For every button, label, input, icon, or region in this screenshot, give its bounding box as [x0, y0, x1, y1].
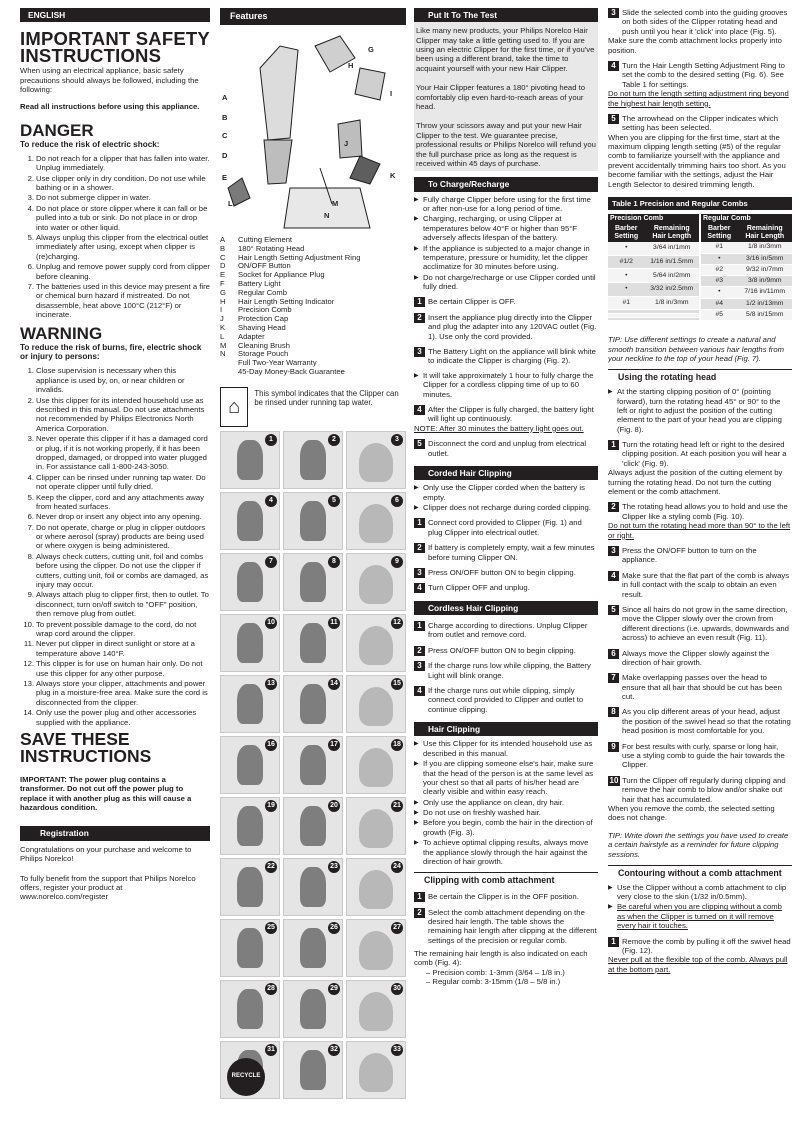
regular-comb-table: [701, 214, 792, 321]
safety-title: IMPORTANT SAFETY INSTRUCTIONS: [20, 28, 210, 67]
figure-illustration: [237, 440, 263, 480]
figure-number: 33: [391, 1044, 403, 1056]
corded-bullet: ▶ Clipper does not recharge during corded clipping.: [414, 503, 598, 512]
regular-setting-cell: #1: [701, 242, 738, 253]
figure-illustration: [300, 684, 326, 724]
parts-list: [220, 236, 406, 377]
table-row: [608, 283, 699, 297]
svg-text:C: C: [222, 130, 228, 140]
warning-heading: WARNING: [20, 324, 103, 344]
figure-number: 1: [265, 434, 277, 446]
precision-length-cell: 3/32 in/2.5mm: [645, 283, 699, 297]
comb-step-2: 2 Select the comb attachment depending on the desired hair length. The table shows the remaining hair length after clipping at the different settings of the precision or regular comb.: [414, 908, 598, 946]
figure-illustration: [300, 989, 326, 1029]
figure-25: [220, 919, 280, 977]
figure-number: 15: [391, 678, 403, 690]
hair-bullets: [414, 739, 598, 866]
first-time-note: When you are clipping for the first time, start at the maximum clipping length setting (#5) of the regular comb to familiarize yourself with the appliance and prevent accidentally trimming hairs too short. As you become familiar with the settings, adjust the Hair Length Selector to desired trimming length.: [608, 132, 786, 189]
figure-7: [220, 553, 280, 611]
svg-text:J: J: [344, 138, 349, 148]
svg-text:L: L: [228, 198, 233, 208]
figure-illustration: [359, 626, 394, 665]
figure-illustration: [237, 989, 263, 1029]
figure-8: [283, 553, 343, 611]
rotate-step-1: 1 Turn the rotating head left or right to the desired clipping position. At each position you will hear a 'click' (Fig. 9).: [608, 440, 792, 468]
svg-text:M: M: [332, 198, 339, 208]
figure-number: 31: [265, 1044, 277, 1056]
cordless-step-4: 4 If the charge runs out while clipping, simply connect cord provided to Clipper and outlet to continue clipping.: [414, 686, 598, 714]
figure-31: [220, 1041, 280, 1099]
comb-attachment-heading: Clipping with comb attachment: [414, 872, 598, 886]
test-para-3: Throw your scissors away and put your new Hair Clipper to the test. We guarantee precise, professional results or Philips Norelco will refund you the full purchase price as long as the request is received within 45 days of purchase.: [416, 121, 596, 168]
figure-illustration: [237, 501, 263, 541]
precision-length-col: Remaining Hair Length: [645, 224, 699, 242]
figure-number: 7: [265, 556, 277, 568]
figure-number: 11: [328, 617, 340, 629]
regular-setting-cell: #5: [701, 309, 738, 320]
danger-item: 6. Unplug and remove power supply cord from clipper before cleaning.: [27, 262, 210, 281]
comb-step-3: 3 Slide the selected comb into the guiding grooves on both sides of the Clipper rotating head and push until you hear it 'click' into place (Fig. 5).: [608, 8, 792, 36]
regular-length-cell: 1/2 in/13mm: [738, 298, 792, 309]
warning-item: 11. Never put clipper in direct sunlight or store at a temperature above 140°F.: [23, 639, 195, 658]
hair-bullet: ▶ Use this Clipper for its intended household use as described in this manual.: [414, 739, 598, 758]
contouring-heading: Contouring without a comb attachment: [608, 865, 792, 879]
precision-length-cell: 5/64 in/2mm: [645, 269, 699, 283]
figure-16: [220, 736, 280, 794]
rotate-step-3: 3 Press the ON/OFF button to turn on the appliance.: [608, 546, 792, 565]
figure-illustration: [237, 806, 263, 846]
figure-1: [220, 431, 280, 489]
svg-text:D: D: [222, 150, 228, 160]
rotate-warning: Do not turn the rotating head more than 90° to the left or right.: [608, 521, 791, 540]
figure-number: 5: [328, 495, 340, 507]
part-item: M Cleaning Brush: [220, 340, 290, 350]
svg-text:B: B: [222, 112, 228, 122]
figure-number: 13: [265, 678, 277, 690]
test-para-2: Your Hair Clipper features a 180° pivoting head to comfortably clip even hard-to-reach areas of your head.: [416, 83, 586, 111]
hair-clipping-header: Hair Clipping: [414, 722, 598, 736]
part-item: L Adapter: [220, 331, 265, 341]
instructions-column: [414, 8, 598, 1120]
comb-lock-note: Make sure the comb attachment locks properly into position.: [608, 36, 782, 55]
figure-illustration: [300, 562, 326, 602]
precision-comb-range: – Precision comb: 1-3mm (3/64 – 1/8 in.): [426, 967, 565, 977]
remaining-length-note: The remaining hair length is also indicated on each comb (Fig. 4):: [414, 949, 588, 968]
charge-bullet: ▶ Fully charge Clipper before using for the first time or after non-use for a long period of time.: [414, 195, 598, 214]
figure-illustration: [237, 684, 263, 724]
warning-subheading: To reduce the risk of burns, fire, electric shock or injury to persons:: [20, 343, 202, 362]
faucet-icon: ⌂: [220, 387, 248, 427]
figure-number: 30: [391, 983, 403, 995]
precision-length-cell: 1/8 in/3mm: [645, 296, 699, 310]
regular-length-cell: 3/8 in/9mm: [738, 276, 792, 287]
figure-4: [220, 492, 280, 550]
cordless-step-3: 3 If the charge runs low while clipping, the Battery Light will blink orange.: [414, 661, 598, 680]
figure-number: 22: [265, 861, 277, 873]
figure-number: 32: [328, 1044, 340, 1056]
figure-26: [283, 919, 343, 977]
contour-warning: Never pull at the flexible top of the comb. Always pull at the bottom part.: [608, 955, 788, 974]
regular-comb-range: – Regular comb: 3-15mm (1/8 – 5/8 in.): [426, 977, 561, 987]
corded-bullets: [414, 483, 598, 512]
danger-item: 2. Use clipper only in dry condition. Do not use while bathing or in a shower.: [27, 173, 206, 192]
language-header: ENGLISH: [20, 8, 210, 22]
figure-number: 25: [265, 922, 277, 934]
danger-item: 7. The batteries used in this device may present a fire or chemical burn hazard if mistreated. Do not disassemble, heat above 100°C (212°F) or incinerate.: [27, 281, 210, 320]
figure-illustration: [300, 928, 326, 968]
regular-length-col: Remaining Hair Length: [738, 224, 792, 242]
danger-item: 5. Always unplug this clipper from the electrical outlet immediately after using, except when clipper is (re)charging.: [27, 232, 209, 261]
rotate-note-10: When you remove the comb, the selected setting does not change.: [608, 803, 775, 823]
ring-warning: Do not turn the length setting adjustment ring beyond the highest hair length setting.: [608, 89, 789, 108]
figure-5: [283, 492, 343, 550]
figure-17: [283, 736, 343, 794]
corded-bullet: ▶ Only use the Clipper corded when the battery is empty.: [414, 483, 598, 502]
corded-step-4: 4 Turn Clipper OFF and unplug.: [414, 583, 598, 592]
figure-23: [283, 858, 343, 916]
danger-item: 3. Do not submerge clipper in water.: [27, 193, 151, 203]
warning-item: 5. Keep the clipper, cord and any attachments away from heated surfaces.: [27, 492, 204, 511]
contour-step-1: 1 Remove the comb by pulling it off the swivel head (Fig. 12).: [608, 937, 792, 956]
figure-number: 17: [328, 739, 340, 751]
figure-14: [283, 675, 343, 733]
figure-illustration: [359, 931, 394, 970]
rotate-step-8: 8 As you clip different areas of your head, adjust the position of the swivel head so that the rotating head position is most comfortable for you.: [608, 707, 792, 735]
danger-heading: DANGER: [20, 120, 94, 140]
warning-item: 8. Always check cutters, cutting unit, foil and combs before using the clipper. Do not use the clipper if cutters, cutting unit, foil or combs are damaged, as injury may occur.: [27, 551, 209, 590]
figure-illustration: [359, 992, 394, 1031]
corded-step-1: 1 Connect cord provided to Clipper (Fig. 1) and plug Clipper into electrical outlet.: [414, 518, 598, 537]
table-row: [701, 242, 792, 253]
table-row: [608, 255, 699, 269]
rotate-note-1: Always adjust the position of the cutting element by turning the rotating head. Do not turn the cutting element or the comb attachment.: [608, 468, 783, 497]
warning-item: 4. Clipper can be rinsed under running tap water. Do not operate clipper until fully dried.: [27, 472, 206, 492]
table-row: [608, 242, 699, 255]
settings-column: [608, 8, 792, 1118]
settings-table: [608, 197, 792, 321]
figure-illustration: [359, 809, 394, 848]
danger-list: [20, 154, 210, 320]
figure-29: [283, 980, 343, 1038]
precision-setting-cell: #1: [608, 296, 645, 310]
safety-intro: When using an electrical appliance, basic safety precautions should always be followed, including the following:: [20, 66, 199, 95]
precision-length-cell: 1/16 in/1.5mm: [645, 255, 699, 269]
features-column: [220, 8, 406, 1120]
figure-19: [220, 797, 280, 855]
figure-33: [346, 1041, 406, 1099]
test-para-1: Like many new products, your Philips Norelco Hair Clipper may take a little getting used to. If you are using an electric Clipper for the first time, or if you've been using a different brand, take the time to acquaint yourself with your new Hair Clipper.: [416, 26, 595, 73]
figure-13: [220, 675, 280, 733]
figure-21: [346, 797, 406, 855]
rinse-symbol-text: This symbol indicates that the Clipper can be rinsed under running tap water.: [254, 388, 399, 408]
contouring-bullet-1: ▶ Use the Clipper without a comb attachment to clip very close to the skin (1/32 in/0.5mm).: [608, 883, 792, 902]
figure-11: [283, 614, 343, 672]
precision-setting-cell: •: [608, 269, 645, 283]
test-header: Put It To The Test: [414, 8, 598, 22]
test-section: [414, 8, 598, 171]
part-item: G Regular Comb: [220, 287, 287, 297]
safety-column: [20, 8, 210, 1118]
precision-setting-cell: •: [608, 283, 645, 297]
warning-item: 3. Never operate this clipper if it has a damaged cord or plug, if it is not working properly, if it has been dropped, damaged, or dropped into water plugged in. For assistance call 1-800-243-3050.: [27, 434, 208, 472]
part-item: I Precision Comb: [220, 305, 292, 315]
charge-step-2: 2 Insert the appliance plug directly into the Clipper and plug the adapter into any 120VAC outlet (Fig. 1). Use only the cord provided.: [414, 313, 598, 341]
regular-setting-cell: •: [701, 253, 738, 264]
tip-write-settings: TIP: Write down the settings you have used to create a certain hairstyle as a reminder for future clipping sessions.: [608, 830, 789, 859]
warning-list: [20, 366, 210, 726]
figure-6: [346, 492, 406, 550]
rotate-step-5: 5 Since all hairs do not grow in the same direction, move the Clipper slowly over the crown from different directions (i.e. upwards, downwards and across) to achieve an even result (Fig. 11).: [608, 605, 792, 643]
figure-number: 4: [265, 495, 277, 507]
charge-bullet: ▶ Do not charge/recharge or use Clipper corded until fully dried.: [414, 273, 598, 292]
figure-28: [220, 980, 280, 1038]
table-row: [701, 287, 792, 298]
part-item: D ON/OFF Button: [220, 261, 291, 271]
figure-illustration: [359, 565, 394, 604]
figure-number: 9: [391, 556, 403, 568]
svg-text:K: K: [390, 170, 396, 180]
tip-transition: TIP: Use different settings to create a natural and smooth transition between various hair lengths from your neckline to the top of your head (Fig. 7).: [608, 335, 785, 364]
figure-3: [346, 431, 406, 489]
figure-22: [220, 858, 280, 916]
figure-number: 14: [328, 678, 340, 690]
table-row: [701, 276, 792, 287]
registration-text-2: To fully benefit from the support that Philips Norelco offers, register your product at www.norelco.com/register: [20, 873, 196, 902]
figure-number: 20: [328, 800, 340, 812]
regular-length-cell: 5/8 in/15mm: [738, 309, 792, 320]
save-instructions-heading: SAVE THESE INSTRUCTIONS: [20, 728, 152, 766]
figure-grid: [220, 431, 406, 1099]
figure-illustration: [300, 623, 326, 663]
product-illustration: [220, 28, 406, 234]
danger-subheading: To reduce the risk of electric shock:: [20, 139, 160, 149]
figure-10: [220, 614, 280, 672]
warning-item: 6. Never drop or insert any object into any opening.: [27, 512, 202, 522]
figure-illustration: [300, 1050, 326, 1090]
warning-item: 9. Always attach plug to clipper first, then to outlet. To disconnect, turn on/off switch to "OFF" position, then remove plug from outlet.: [27, 590, 209, 619]
figure-number: 21: [391, 800, 403, 812]
hair-bullet: ▶ To achieve optimal clipping results, always move the appliance slowly through the hair against the direction of hair growth.: [414, 838, 598, 866]
corded-step-2: 2 If battery is completely empty, wait a few minutes before turning Clipper ON.: [414, 543, 598, 562]
clipper-kit-drawing: [220, 28, 406, 234]
figure-27: [346, 919, 406, 977]
precision-comb-header: Precision Comb: [608, 214, 699, 224]
rotate-step-9: 9 For best results with curly, sparse or long hair, use a styling comb to guide the hair towards the Clipper.: [608, 742, 792, 770]
charge-bullets: [414, 195, 598, 292]
regular-setting-cell: •: [701, 287, 738, 298]
figure-30: [346, 980, 406, 1038]
regular-length-cell: 3/16 in/5mm: [738, 253, 792, 264]
contouring-bullet-2: ▶ Be careful when you are clipping without a comb as when the Clipper is turned on it will remove every hair it touches.: [608, 902, 792, 930]
comb-step-5: 5 The arrowhead on the Clipper indicates which setting has been selected.: [608, 114, 792, 133]
warning-item: 10. To prevent possible damage to the cord, do not wrap cord around the clipper.: [23, 619, 197, 638]
table-row: [701, 298, 792, 309]
figure-number: 8: [328, 556, 340, 568]
part-item: H Hair Length Setting Indicator: [220, 296, 335, 306]
figure-illustration: [237, 562, 263, 602]
warning-item: 13. Always store your clipper, attachments and power plug in a moisture-free area. Make sure the cord is disconnected from the clipper.: [23, 678, 208, 707]
warning-item: 7. Do not operate, charge or plug in clipper outdoors or where aerosol (spray) products are being used or where oxygen is being administered.: [27, 522, 206, 551]
comb-step-4: 4 Turn the Hair Length Setting Adjustment Ring to set the comb to the desired setting (Fig. 6). See Table 1 for settings.: [608, 61, 792, 89]
recycle-badge: RECYCLE: [227, 1058, 265, 1096]
part-item: E Socket for Appliance Plug: [220, 270, 325, 280]
figure-illustration: [359, 687, 394, 726]
rotate-step-4: 4 Make sure that the flat part of the comb is always in full contact with the scalp to obtain an even result.: [608, 571, 792, 599]
figure-number: 24: [391, 861, 403, 873]
charge-header: To Charge/Recharge: [414, 177, 598, 191]
warning-item: 1. Close supervision is necessary when this appliance is used by, on, or near children or invalids.: [27, 366, 185, 395]
cordless-step-2: 2 Press ON/OFF button ON to begin clipping.: [414, 646, 598, 655]
precision-setting-cell: [608, 317, 645, 321]
part-item: A Cutting Element: [220, 234, 293, 244]
figure-32: [283, 1041, 343, 1099]
charge-bullet: ▶ Charging, recharging, or using Clipper at temperatures below 40°F or higher than 95°F adversely affects lifespan of the battery.: [414, 214, 598, 242]
read-all-notice: Read all instructions before using this appliance.: [20, 102, 200, 112]
comb-step-1: 1 Be certain the Clipper is in the OFF position.: [414, 892, 598, 901]
table-title: Table 1 Precision and Regular Combs: [608, 197, 792, 210]
regular-setting-cell: #2: [701, 264, 738, 275]
figure-illustration: [300, 867, 326, 907]
precision-setting-col: Barber Setting: [608, 224, 645, 242]
figure-illustration: [237, 745, 263, 785]
figure-number: 19: [265, 800, 277, 812]
figure-illustration: [300, 806, 326, 846]
precision-length-cell: [645, 317, 699, 321]
danger-item: 1. Do not reach for a clipper that has fallen into water. Unplug immediately.: [27, 153, 210, 173]
figure-illustration: [300, 745, 326, 785]
figure-number: 2: [328, 434, 340, 446]
regular-length-cell: 7/16 in/11mm: [738, 287, 792, 298]
svg-text:E: E: [222, 172, 228, 182]
figure-number: 27: [391, 922, 403, 934]
rotate-step-7: 7 Make overlapping passes over the head to ensure that all hair that should be cut has been cut.: [608, 673, 792, 701]
figure-number: 3: [391, 434, 403, 446]
rotate-step-10: 10 Turn the Clipper off regularly during clipping and remove the hair comb to blow and/or shake out hair that has accumulated.: [609, 775, 786, 804]
precision-comb-table: [608, 214, 699, 321]
figure-illustration: [237, 928, 263, 968]
figure-illustration: [359, 748, 394, 787]
figure-illustration: [237, 867, 263, 907]
features-header: Features: [220, 8, 406, 25]
table-row: [608, 269, 699, 283]
figure-15: [346, 675, 406, 733]
hair-bullet: ▶ Only use the appliance on clean, dry hair.: [414, 798, 598, 807]
part-item: F Battery Light: [220, 278, 281, 288]
table-row: [608, 317, 699, 321]
figure-number: 12: [391, 617, 403, 629]
hair-bullet: ▶ Do not use on freshly washed hair.: [414, 808, 598, 817]
part-item: 45-Day Money-Back Guarantee: [238, 366, 345, 376]
figure-number: 16: [265, 739, 277, 751]
regular-length-cell: 1/8 in/3mm: [738, 242, 792, 253]
svg-text:G: G: [368, 44, 374, 54]
regular-length-cell: 9/32 in/7mm: [738, 264, 792, 275]
rotating-head-heading: Using the rotating head: [608, 369, 792, 383]
part-item: N Storage Pouch: [220, 349, 289, 359]
regular-setting-col: Barber Setting: [701, 224, 738, 242]
regular-setting-cell: #3: [701, 276, 738, 287]
figure-2: [283, 431, 343, 489]
table-row: [701, 309, 792, 320]
registration-text-1: Congratulations on your purchase and welcome to Philips Norelco!: [20, 844, 192, 864]
precision-setting-cell: #1/2: [608, 255, 645, 269]
figure-illustration: [300, 501, 326, 541]
figure-illustration: [237, 623, 263, 663]
figure-illustration: [359, 504, 394, 543]
warning-item: 12. This clipper is for use on human hair only. Do not use this clipper for any other purpose.: [23, 659, 203, 678]
figure-12: [346, 614, 406, 672]
figure-illustration: [300, 440, 326, 480]
corded-header: Corded Hair Clipping: [414, 466, 598, 480]
part-item: K Shaving Head: [220, 322, 286, 332]
figure-illustration: [359, 443, 394, 482]
table-row: [608, 296, 699, 310]
figure-number: 23: [328, 861, 340, 873]
part-item: C Hair Length Setting Adjustment Ring: [220, 252, 361, 262]
table-row: [701, 264, 792, 275]
svg-text:H: H: [348, 60, 354, 70]
corded-step-3: 3 Press ON/OFF button ON to begin clipping.: [414, 568, 598, 577]
danger-item: 4. Do not place or store clipper where it can fall or be pulled into a tub or sink. Do not place in or drop into water or other liquid.: [27, 203, 208, 232]
cordless-step-1: 1 Charge according to directions. Unplug Clipper from outlet and remove cord.: [414, 621, 598, 640]
hair-bullet: ▶ If you are clipping someone else's hair, make sure that the head of the person is at the same level as your chest so that all parts of his/her head are clearly visible and within easy reach.: [414, 759, 598, 797]
rotating-head-bullet: ▶ At the starting clipping position of 0° (pointing forward), turn the rotating head 45° or 90° to the left or right to adjust the position of the cutting element to the part of your head you are clipping (Fig. 8).: [608, 387, 792, 434]
precision-setting-cell: •: [608, 242, 645, 255]
rinse-symbol-block: [220, 387, 406, 427]
regular-comb-header: Regular Comb: [701, 214, 792, 224]
figure-illustration: [359, 1053, 394, 1092]
cordless-header: Cordless Hair Clipping: [414, 601, 598, 615]
figure-24: [346, 858, 406, 916]
charge-step-3: 3 The Battery Light on the appliance will blink white to indicate the Clipper is charging (Fig. 2).: [414, 347, 598, 366]
figure-number: 26: [328, 922, 340, 934]
figure-number: 28: [265, 983, 277, 995]
charge-step-5: 5 Disconnect the cord and unplug from electrical outlet.: [414, 439, 598, 458]
svg-text:I: I: [390, 88, 393, 98]
figure-20: [283, 797, 343, 855]
regular-setting-cell: #4: [701, 298, 738, 309]
contouring-bullets: [608, 883, 792, 931]
figure-number: 6: [391, 495, 403, 507]
warning-item: 2. Use this clipper for its intended household use as described in this manual. Do not use attachments not recommended by Philips Electronics North America Corporation.: [27, 395, 205, 433]
hair-bullet: ▶ Before you begin, comb the hair in the direction of growth (Fig. 3).: [414, 818, 598, 837]
rotate-step-6: 6 Always move the Clipper slowly against the direction of hair growth.: [608, 649, 792, 668]
charge-step-4: 4 After the Clipper is fully charged, the battery light will light up continuously. NOTE: After 30 minutes the battery light goes out.: [414, 405, 594, 433]
charge-step-1: 1 Be certain Clipper is OFF.: [414, 297, 598, 306]
svg-text:N: N: [324, 210, 330, 220]
figure-9: [346, 553, 406, 611]
figure-illustration: [359, 870, 394, 909]
figure-number: 10: [265, 617, 277, 629]
charge-bullet: ▶ If the appliance is subjected to a major change in temperature, pressure or humidity, let the clipper acclimatize for 30 minutes before using.: [414, 244, 598, 272]
part-item: J Protection Cap: [220, 314, 289, 324]
warning-item: 14. Only use the power plug and other accessories supplied with the appliance.: [23, 708, 197, 727]
svg-text:A: A: [222, 92, 228, 102]
part-item: B 180° Rotating Head: [220, 243, 305, 253]
important-note: IMPORTANT: The power plug contains a transformer. Do not cut off the power plug to replace it with another plug as this will cause a hazardous condition.: [20, 774, 192, 813]
part-item: Full Two-Year Warranty: [238, 358, 317, 368]
rotate-step-2: 2 The rotating head allows you to hold and use the Clipper like a styling comb (Fig. 10).: [608, 502, 792, 521]
precision-length-cell: 3/64 in/1mm: [645, 242, 699, 255]
registration-header: Registration: [20, 826, 210, 840]
figure-18: [346, 736, 406, 794]
figure-number: 29: [328, 983, 340, 995]
charge-time-bullet: ▶ It will take approximately 1 hour to fully charge the Clipper for a cordless clipping time of up to 60 minutes.: [414, 371, 598, 399]
figure-number: 18: [391, 739, 403, 751]
table-row: [701, 253, 792, 264]
